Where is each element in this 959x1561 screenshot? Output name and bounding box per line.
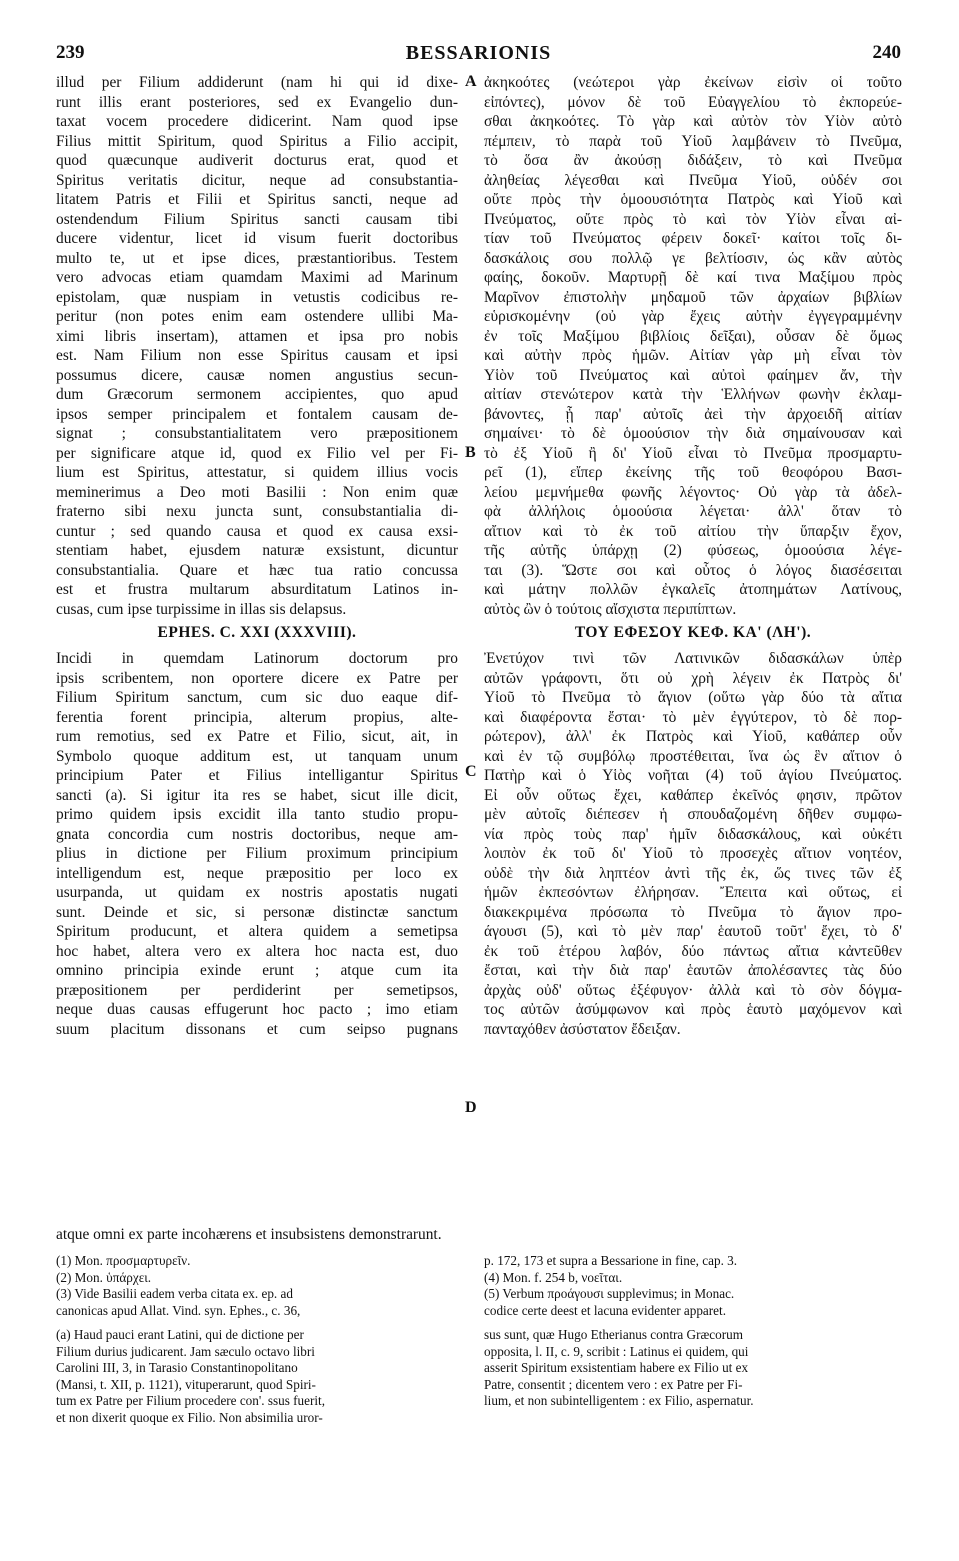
- text-line: Πνεύματος, οὔτε πρὸς τὸ καὶ τὸν Υἱὸν εἶναι αἰ-: [484, 210, 902, 228]
- text-line: taxat vocem procedere didicerint. Nam quod ipse: [56, 113, 458, 130]
- text-line: Υἱὸν τοῦ Πνεύματος καὶ αὐτοὶ φαίημεν ἄν, τὴν: [484, 366, 902, 384]
- text-line: εἰπόντες), μόνον δὲ τοῦ Εὐαγγελίου τὸ ἐκπορεύε-: [484, 93, 902, 111]
- text-line: epistolam, quæ nuspiam in vetustis codicibus re-: [56, 288, 458, 306]
- text-line: βάνοντες, ᾗ παρ' αὐτοῖς ἀεὶ τὴν ἀρχοειδῆ αἰτίαν: [484, 405, 902, 423]
- greek-column: [484, 73, 902, 1039]
- footnote-line: (4) Mon. f. 254 b, νοεῖται.: [484, 1269, 623, 1285]
- latin-closing-line: atque omni ex parte incohærens et insubsistens demonstrarunt.: [56, 1226, 442, 1243]
- text-line: ἡμῶν ἐκπεσόντων ἐλήρησαν. Ἔπειτα καὶ οὕτως, εἰ: [484, 884, 902, 901]
- text-line: hoc habet, altera vero ex altera hoc nacta est, duo: [56, 942, 458, 960]
- text-line: principium Pater et Filius intelligantur Spiritus: [56, 767, 458, 784]
- text-line: consubstantialia. Quare et hæc tua ratio concussa: [56, 561, 458, 579]
- text-line: πέμπειν, τὸ παρὰ τοῦ Υἱοῦ λαμβάνειν τὸ Πνεῦμα,: [484, 132, 902, 150]
- text-line: runt illis erant posteriores, sed ex Evangelio dun-: [56, 93, 458, 111]
- text-line: νία πρὸς τοὺς παρ' ἡμῖν διδασκάλους, καὶ οὐκέτι: [484, 825, 902, 843]
- page-number-right: 240: [872, 42, 901, 63]
- text-line: meminerimus a Deo moti Basilii : Non enim quæ: [56, 483, 458, 501]
- text-line: τίαν τοῦ Πνεύματος φέρειν δοκεῖ· καίτοι τοῖς δι-: [484, 230, 902, 247]
- footnote-line: et non dixerit quoque ex Filio. Non absimilia uror-: [56, 1409, 323, 1425]
- text-line: suum placitum dissonans et cum seipso pugnans: [56, 1020, 458, 1038]
- text-line: τὸ ὅσα ἂν ἀκούσῃ διδάξειν, τὸ καὶ Πνεῦμα: [484, 152, 902, 169]
- text-line: litatem Patris et Filii et Spiritus sancti, neque ad: [56, 191, 458, 208]
- greek-section-title: ΤΟΥ ΕΦΕΣΟΥ ΚΕΦ. ΚΑ' (ΛΗ').: [574, 624, 812, 641]
- text-line: άγουσι (5), καὶ τὸ μὲν παρ' ἑαυτοῦ τοῦτ' ἔχει, τὸ δ': [484, 923, 902, 940]
- text-line: Μαρῖνον ἐπιστολὴν μηδαμοῦ τῶν ἀρχαίων βιβλίων: [484, 288, 902, 306]
- text-line: quod quæcunque audiverit docturus erat, quod et: [56, 152, 458, 169]
- text-line: ἔσται, καὶ τὴν διὰ παρ' ἑαυτῶν ἀπολέσαντες τὰς δύο: [484, 962, 902, 979]
- text-line: cuntur ; sed quando causa et quod ex causa exsi-: [56, 522, 458, 540]
- text-line: σημαίνει· τὸ δὲ ὁμοούσιον τὴν διὰ σημαίνουσαν καὶ: [484, 425, 902, 442]
- text-line: ρώτερον), ἀλλ' ἐκ Πατρὸς καὶ Υἱοῦ, καθάπερ οὖν: [484, 728, 902, 745]
- text-line: οὐδὲ τὴν διὰ ληπτέον ἀντὶ τῆς ἐκ, ὥς τινες τῶν ἐξ: [484, 864, 902, 882]
- margin-marker-c: C: [465, 763, 477, 780]
- text-line: Incidi in quemdam Latinorum doctorum pro: [56, 650, 458, 667]
- text-line: lium est Spiritus, attestatur, si quidem illius vocis: [56, 464, 458, 481]
- text-line: ostendendum Filium Spiritus sancti causam tibi: [56, 210, 458, 228]
- text-line: vero advocas etiam quamdam Maximi ad Marinum: [56, 269, 458, 286]
- text-line: signat ; consubstantialitatem vero præpositionem: [56, 425, 458, 442]
- greek-paragraph-2: [484, 649, 902, 1039]
- text-line: πανταχόθεν ἀσύστατον ἔδειξαν.: [484, 1020, 681, 1038]
- text-line: Symbolo quoque additum est, ut tanquam unum: [56, 747, 458, 765]
- text-line: ἐν τοῖς Μαξίμου βιβλίοις δεῖξαι), οὖσαν δὲ ὅμως: [484, 327, 902, 345]
- text-line: ipsis scribentem, non oportere dicere ex Patre per: [56, 669, 458, 687]
- text-line: εὑρισκομένην (οὐ γὰρ ἔχεις αὐτὴν ἐγγεγραμμένην: [484, 308, 902, 325]
- text-line: multo te, ut et ipse dices, præstantioribus. Testem: [56, 249, 458, 267]
- page-number-left: 239: [56, 42, 85, 63]
- footnote-line: (1) Mon. προσμαρτυρεῖν.: [56, 1253, 191, 1268]
- margin-marker-d: D: [465, 1099, 477, 1116]
- footnote-line: Patre, consentit ; dicentem vero : ex Patre per Fi-: [484, 1376, 743, 1392]
- footnote-line: (Mansi, t. XII, p. 1121), vituperarunt, quod Spiri-: [56, 1376, 316, 1392]
- footnote-line: opposita, l. II, c. 9, scribit : Latinus ei quidem, qui: [484, 1343, 749, 1359]
- text-line: λοιπὸν ἐκ τοῦ δι' Υἱοῦ τὸ προσεχὲς αἴτιον νοητέον,: [484, 845, 902, 862]
- footnote-line: (5) Verbum προάγουσι supplevimus; in Monac.: [484, 1286, 735, 1301]
- text-line: Filium Spiritum sanctum, cum sic duo eaque dif-: [56, 689, 458, 706]
- text-line: cusas, cum ipse turpissime in illas sis delapsus.: [56, 600, 347, 618]
- margin-marker-a: A: [465, 73, 477, 90]
- text-line: omnino principia exinde erunt ; atque cum ita: [56, 962, 458, 979]
- footnote-line: tum ex Patre per Filium procedere con'. ssus fuerit,: [56, 1393, 325, 1408]
- text-line: sancti (a). Si igitur ita res se habet, sicut ille dicit,: [56, 786, 458, 804]
- latin-paragraph-1: [56, 73, 458, 619]
- text-line: αὐτῶν γράφοντι, ὅτι οὐ χρὴ λέγειν ἐκ Πατρὸς δι': [484, 669, 902, 687]
- text-line: sunt. Deinde et sic, si personæ distinctæ sanctum: [56, 903, 458, 921]
- text-line: ται (3). Ὥστε σοι καὶ οὗτος ὁ λόγος διασέσειται: [484, 561, 902, 579]
- text-line: intelligendum est, neque præpositio per loco ex: [56, 864, 458, 882]
- text-line: σθαι ἀκηκοότες. Τὸ γὰρ καὶ αὐτὸν τὸν Υἱὸν αὐτὸ: [484, 113, 902, 130]
- footnotes-right: [484, 1253, 902, 1410]
- text-line: ρεῖ (1), εἴπερ ἐκείνης τῆς τοῦ θεοφόρου Βασι-: [484, 464, 902, 481]
- text-line: αὐτὸς ὢν ὁ τούτοις αἴσχιστα περιπίπτων.: [484, 600, 737, 618]
- text-line: usurpanda, ut quidam ex nostris apostatis nugati: [56, 884, 458, 901]
- text-line: ἀληθείας λέγεσθαι καὶ Πνεῦμα Υἱοῦ, οὐδέν σοι: [484, 171, 902, 189]
- footnote-line: p. 172, 173 et supra a Bessarione in fine, cap. 3.: [484, 1253, 738, 1268]
- text-line: fraterno sibi nexu juncta sunt, consubstantialia di-: [56, 503, 458, 520]
- text-line: stentiam habet, ejusdem naturæ exsistunt, dicuntur: [56, 542, 458, 559]
- text-line: est. Nam Filium non esse Spiritus causam et ipsi: [56, 347, 458, 364]
- footnote-line: (2) Mon. ὑπάρχει.: [56, 1269, 152, 1285]
- footnote-line: canonicas apud Allat. Vind. syn. Ephes., c. 36,: [56, 1302, 301, 1318]
- text-line: gnata concordia cum nostris doctoribus, neque am-: [56, 825, 458, 843]
- text-line: λείου μεμνήμεθα φωνῆς λέγοντος· Οὐ γὰρ τὰ ἀδελ-: [484, 483, 902, 501]
- footnote-line: Carolini III, 3, in Tarasio Constantinopolitano: [56, 1360, 298, 1375]
- text-line: τος αὐτῶν ἀσύμφωνον καὶ πρὸς ἑαυτὸ μαχόμενον καὶ: [484, 1001, 902, 1018]
- text-line: ἀρχὰς οὐδ' οὕτως ἐξέφυγον· ἀλλὰ καὶ τὸ σὸν δόγμα-: [484, 981, 902, 999]
- text-line: est et frustra multarum absurditatum Latinos in-: [56, 581, 458, 598]
- text-line: καὶ μάτην πολλῶν ἐγκαλεῖς ἀτοπημάτων Λατίνους,: [484, 581, 902, 598]
- text-line: Spiritum producunt, et altera quidem a semetipsa: [56, 923, 458, 940]
- text-line: ferentia forent principia, alterum propius, alte-: [56, 708, 458, 726]
- text-line: præpositionem per perdiderint per semetipsos,: [56, 981, 458, 999]
- text-line: Πατὴρ καὶ ὁ Υἱὸς νοῆται (4) τοῦ ἁγίου Πνεύματος.: [484, 767, 902, 784]
- greek-paragraph-1: [484, 73, 902, 619]
- text-line: peritur (non potes enim eam ostendere ullibi Ma-: [56, 308, 458, 325]
- latin-paragraph-2: [56, 649, 458, 1039]
- text-line: Spiritus veritatis dicitur, neque ad consubstantia-: [56, 171, 458, 189]
- text-line: φὰ ἀλλήλοις ὁμοούσια λέγεται· ἀλλ' ὅταν τὸ: [484, 503, 902, 520]
- text-line: illud per Filium addiderunt (nam hi qui id dixe-: [56, 74, 458, 91]
- footnote-line: sus sunt, quæ Hugo Etherianus contra Græcorum: [484, 1327, 743, 1342]
- text-line: μὲν αὐτοῖς διέπεσεν ἡ σπουδαζομένη δῆθεν συμφω-: [484, 806, 902, 823]
- text-line: ἀκηκοότες (νεώτεροι γὰρ ἐκείνων εἰσὶν οἱ τοῦτο: [484, 74, 902, 91]
- text-line: ximi libris insertam), attamen et ipsa pro nobis: [56, 327, 458, 345]
- text-line: dum Græcorum sermonem accipientes, quo apud: [56, 386, 458, 403]
- footnotes-left: [56, 1253, 456, 1426]
- text-line: ducere videntur, licet id visum fuerit doctoribus: [56, 230, 458, 247]
- text-line: καὶ ἐν τῷ συμβόλῳ προστέθειται, ἵνα ὡς ἓν αἴτιον ὁ: [484, 747, 902, 765]
- text-line: τῆς αὐτῆς ὑπάρχῃ (2) φύσεως, ὁμοούσια λέγε-: [484, 542, 902, 559]
- text-line: plius in dictione per Filium proximum principium: [56, 845, 458, 862]
- text-line: rum remotius, sed ex Patre et Filio, sicut, ait, in: [56, 728, 458, 745]
- latin-column: [56, 73, 458, 1039]
- text-line: οὔτε πρὸς τὴν ὁμοουσιότητα Πατρὸς καὶ Υἱοῦ καὶ: [484, 191, 902, 208]
- footnote-line: (3) Vide Basilii eadem verba citata ex. ep. ad: [56, 1286, 293, 1301]
- text-line: Ἐνετύχον τινὶ τῶν Λατινικῶν διδασκάλων ὑπὲρ: [484, 650, 902, 667]
- footnote-line: (a) Haud pauci erant Latini, qui de dictione per: [56, 1327, 304, 1342]
- text-line: διακεκριμένα πρόσωπα τὸ Πνεῦμα τὸ ἅγιον προ-: [484, 903, 902, 921]
- text-line: primo quidem ipsis excidit illa tanto studio propu-: [56, 806, 458, 823]
- footnote-line: asserit Spiritum exsistentiam habere ex Filio ut ex: [484, 1360, 749, 1375]
- text-line: Υἱοῦ τὸ Πνεῦμα τὸ ἅγιον (οὕτω γὰρ δύο τὰ αἴτια: [484, 689, 902, 706]
- text-line: possumus dicere, causæ nomen angustius secun-: [56, 366, 458, 384]
- text-line: καὶ αὐτὴν πρὸς ἡμῶν. Αἰτίαν γὰρ μὴ εἶναι τὸν: [484, 347, 902, 364]
- text-line: Εἰ οὖν οὕτως ἔχει, καθάπερ ἐκεῖνός φησιν, πρῶτον: [484, 786, 902, 804]
- text-line: ipsos semper principalem et fontalem causam de-: [56, 405, 458, 423]
- page-header: [56, 42, 901, 70]
- text-line: neque duas causas effugerunt hoc pacto ; imo etiam: [56, 1001, 458, 1018]
- text-line: per significare atque id, quod ex Filio vel per Fi-: [56, 444, 458, 462]
- text-line: φαίης, δοκοῦν. Μαρτυρῇ δὲ καί τινα Μαξίμου πρὸς: [484, 269, 902, 286]
- footnote-line: lium, et non subintelligentem : ex Filio, aspernatur.: [484, 1393, 754, 1408]
- text-line: ἐκ τοῦ ἑτέρου λαβόν, δύο πάντως αἴτια κἀντεῦθεν: [484, 942, 902, 960]
- running-title: BESSARIONIS: [405, 42, 552, 64]
- latin-section-title: EPHES. C. XXI (XXXVIII).: [157, 624, 357, 641]
- text-line: τὸ ἐξ Υἱοῦ ἢ δι' Υἱοῦ εἶναι τὸ Πνεῦμα προσμαρτυ-: [484, 444, 902, 462]
- text-line: Filius mittit Spiritum, quod Spiritus a Filio accipit,: [56, 132, 458, 150]
- footnote-line: codice certe deest et lacuna evidenter apparet.: [484, 1302, 726, 1318]
- footnote-line: Filium durius judicarent. Jam sæculo octavo libri: [56, 1343, 315, 1359]
- text-line: αἴτιον καὶ τὸ ἐκ τοῦ αἰτίου τὴν ὕπαρξιν ἔχον,: [484, 522, 902, 540]
- text-line: αἰτίαν στενώτερον κατὰ τὴν Ἑλλήνων φωνὴν ἐκλαμ-: [484, 386, 902, 403]
- text-line: δασκάλοις σου πολλῷ γε βελτίοσιν, ὡς κἂν αὐτὸς: [484, 249, 902, 267]
- margin-marker-b: B: [465, 444, 476, 461]
- text-line: καὶ διαφέροντα ἔσται· τὸ μὲν ἐγγύτερον, τὸ δὲ πορ-: [484, 708, 902, 726]
